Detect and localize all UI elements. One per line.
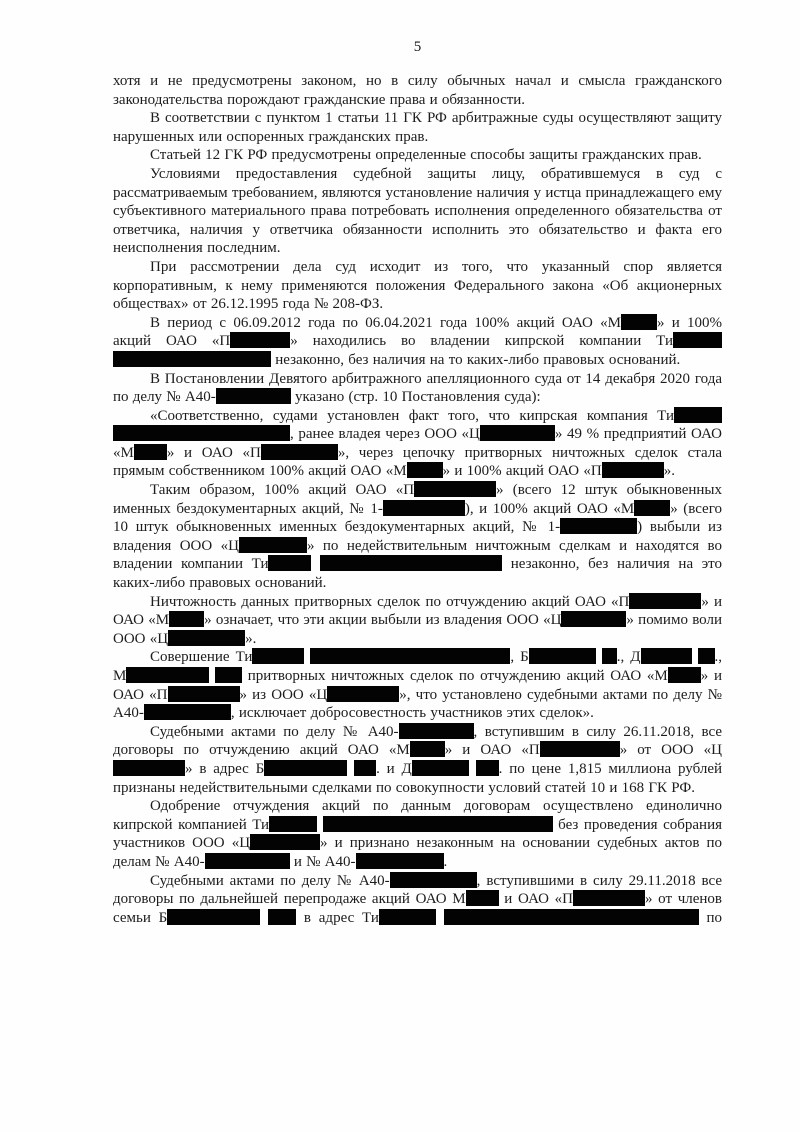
redaction-box	[356, 853, 444, 869]
redaction-box	[399, 723, 474, 739]
redaction-box	[264, 760, 347, 776]
document-body	[113, 72, 722, 927]
redaction-box	[252, 648, 304, 664]
redaction-box	[113, 760, 185, 776]
redaction-box	[390, 872, 477, 888]
redaction-box	[674, 407, 722, 423]
redaction-box	[239, 537, 307, 553]
redaction-box	[476, 760, 499, 776]
redaction-box	[466, 890, 499, 906]
redaction-box	[540, 741, 620, 757]
redaction-box	[268, 909, 296, 925]
redaction-box	[444, 909, 699, 925]
redaction-box	[673, 332, 722, 348]
paragraph: хотя и не предусмотрены законом, но в силу обычных начал и смысла гражданского законодательства порождают гражданские права и обязанности.	[113, 73, 722, 108]
paragraph: Судебными актами по делу № А40- , вступившим в силу 26.11.2018, все договоры по отчуждению акций ОАО «М » и ОАО «П » от ООО «Ц» в адрес Б . и Д . по цене 1,815 миллиона рублей признаны недействительными сделками по совокупности условий статей 10 и 168 ГК РФ.	[113, 723, 723, 796]
paragraph: В соответствии с пунктом 1 статьи 11 ГК РФ арбитражные суды осуществляют защиту нарушенных или оспоренных гражданских прав.	[113, 110, 722, 145]
redaction-box	[167, 909, 260, 925]
paragraph: В Постановлении Девятого арбитражного апелляционного суда от 14 декабря 2020 года по делу № А40- указано (стр. 10 Постановления суда):	[113, 370, 722, 406]
redaction-box	[698, 648, 715, 664]
redaction-box	[323, 816, 553, 832]
redaction-box	[641, 648, 692, 664]
redaction-box	[216, 388, 291, 404]
redaction-box	[573, 890, 645, 906]
redaction-box	[144, 704, 231, 720]
redaction-box	[354, 760, 376, 776]
page-number: 5	[413, 39, 422, 55]
redaction-box	[113, 425, 290, 441]
paragraph: В период с 06.09.2012 года по 06.04.2021 года 100% акций ОАО «М » и 100% акций ОАО «П » находились во владении кипрской компании Ти незаконно, без наличия на то каких-либо правовых оснований.	[113, 314, 722, 368]
redaction-box	[621, 314, 657, 330]
redaction-box	[560, 518, 637, 534]
redaction-box	[261, 444, 338, 460]
redaction-box	[407, 462, 443, 478]
redaction-box	[383, 500, 465, 516]
redaction-box	[113, 351, 271, 367]
redaction-box	[379, 909, 436, 925]
redaction-box	[215, 667, 242, 683]
redaction-box	[480, 425, 555, 441]
redaction-box	[269, 816, 317, 832]
paragraph: Ничтожность данных притворных сделок по отчуждению акций ОАО «П » и ОАО «М » означает, что эти акции выбыли из владения ООО «Ц » помимо воли ООО «Ц ».	[113, 593, 722, 647]
redaction-box	[414, 481, 496, 497]
redaction-box	[410, 741, 445, 757]
paragraph: Таким образом, 100% акций ОАО «П » (всего 12 штук обыкновенных именных бездокументарных акций, № 1- ), и 100% акций ОАО «М » (всего 10 штук обыкновенных именных бездокументарных акций, № 1- ) выбыли из владения ООО «Ц » по недействительным ничтожным сделкам и находятся во владении компании Ти незаконно, без наличия на это каких-либо правовых оснований.	[113, 482, 723, 592]
paragraph: Совершение Ти , Б ., Д ., М притворных ничтожных сделок по отчуждению акций ОАО «М » и ОАО «П » из ООО «Ц », что установлено судебными актами по делу № А40- , исключает добросовестность участников этих сделок».	[113, 649, 723, 722]
redaction-box	[602, 462, 664, 478]
redaction-box	[412, 760, 469, 776]
redaction-box	[561, 611, 626, 627]
redaction-box	[529, 648, 596, 664]
redaction-box	[250, 834, 320, 850]
redaction-box	[320, 555, 502, 571]
redaction-box	[126, 667, 209, 683]
redaction-box	[602, 648, 617, 664]
paragraph: При рассмотрении дела суд исходит из того, что указанный спор является корпоративным, к нему применяются положения Федерального закона «Об акционерных обществах» от 26.12.1995 года № 208-ФЗ.	[113, 258, 722, 313]
paragraph: Статьей 12 ГК РФ предусмотрены определенные способы защиты гражданских прав.	[150, 147, 702, 164]
redaction-box	[327, 686, 399, 702]
redaction-box	[230, 332, 290, 348]
redaction-box	[668, 667, 701, 683]
redaction-box	[205, 853, 290, 869]
redaction-box	[268, 555, 311, 571]
redaction-box	[168, 630, 245, 646]
redaction-box	[629, 593, 701, 609]
redaction-box	[310, 648, 510, 664]
redaction-box	[169, 611, 204, 627]
page-content	[113, 38, 722, 927]
redaction-box	[634, 500, 670, 516]
paragraph: Одобрение отчуждения акций по данным договорам осуществлено единолично кипрской компанией Ти без проведения собрания участников ООО «Ц » и признано незаконным на основании судебных актов по делам № А40- и № А40- .	[113, 798, 723, 870]
paragraph: Условиями предоставления судебной защиты лицу, обратившемуся в суд с рассматриваемым требованием, являются установление наличия у истца принадлежащего ему субъективного материального права потребовать исполнения определенного обязательства от ответчика, наличия у ответчика обязанности исполнить это обязательство и факта его неисполнения последним.	[113, 165, 722, 257]
redaction-box	[134, 444, 167, 460]
redaction-box	[168, 686, 240, 702]
paragraph: Судебными актами по делу № А40- , вступившими в силу 29.11.2018 все договоры по дальнейшей перепродаже акций ОАО М и ОАО «П » от членов семьи Б в адрес Ти по	[113, 872, 723, 926]
paragraph: «Соответственно, судами установлен факт того, что кипрская компания Ти , ранее владея через ООО «Ц » 49 % предприятий ОАО «М » и ОАО «П », через цепочку притворных ничтожных сделок стала прямым собственником 100% акций ОАО «М » и 100% акций ОАО «П ».	[113, 407, 723, 480]
